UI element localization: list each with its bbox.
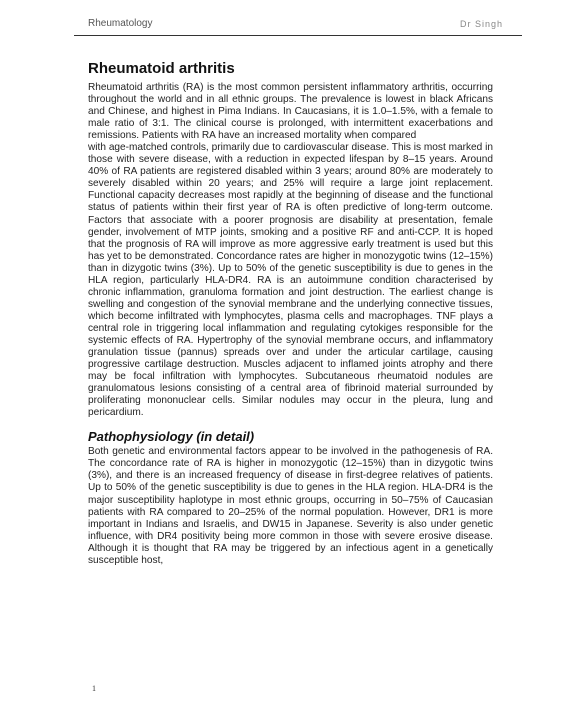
- intro-paragraph: Rheumatoid arthritis (RA) is the most common persistent inflammatory arthritis, occurring throughout the world and in all ethnic groups. The prevalence is lowest in black Africans and Chinese, and highest in Pima Indians. In Caucasians, it is 1.0–1.5%, with a female to male ratio of 3:1. The clinical course is prolonged, with intermittent exacerbations and remissions. Patients with RA have an increased mortality when compared: [88, 82, 493, 142]
- section-title-pathophysiology: Pathophysiology (in detail): [88, 429, 255, 445]
- body-paragraph: with age-matched controls, primarily due to cardiovascular disease. This is most marked in those with severe disease, with a reduction in expected lifespan by 8–15 years. Around 40% of RA patients are registered disabled within 3 years; around 80% are moderately to severely disabled within 20 years; and 25% will require a large joint replacement. Functional capacity decreases most rapidly at the beginning of disease and the functional status of patients within their first year of RA is often predictive of long-term outcome. Factors that associate with a poorer prognosis are disability at presentation, female gender, involvement of MTP joints, smoking and a positive RF and anti-CCP. It is hoped that the prognosis of RA will improve as more aggressive early treatment is used but this has yet to be demonstrated. Concordance rates are higher in monozygotic twins (12–15%) than in dizygotic twins (3%). Up to 50% of the genetic susceptibility is due to genes in the HLA region, particularly HLA-DR4. RA is an autoimmune condition characterised by chronic inflammation, granuloma formation and joint destruction. The earliest change is swelling and congestion of the synovial membrane and the underlying connective tissues, which become infiltrated with lymphocytes, plasma cells and macrophages. TNF plays a central role in triggering local inflammation and regulating cytokiges responsible for the systemic effects of RA. Hypertrophy of the synovial membrane occurs, and inflammatory granulation tissue (pannus) spreads over and under the articular cartilage, causing progressive cartilage destruction. Muscles adjacent to inflamed joints atrophy and there may be focal infiltration with lymphocytes. Subcutaneous rheumatoid nodules are granulomatous lesions consisting of a central area of fibrinoid material surrounded by proliferating mononuclear cells. Similar nodules may occur in the pleura, lung and pericardium.: [88, 142, 493, 419]
- running-header-author: Dr Singh: [459, 19, 503, 29]
- section-title-rheumatoid-arthritis: Rheumatoid arthritis: [88, 60, 235, 77]
- document-body: [88, 60, 493, 567]
- header-divider: [74, 35, 522, 36]
- page-number: 1: [92, 684, 96, 693]
- pathophysiology-paragraph: Both genetic and environmental factors appear to be involved in the pathogenesis of RA. The concordance rate of RA is higher in monozygotic (12–15%) than in dizygotic twins (3%), and there is an increased frequency of disease in first-degree relatives of patients. Up to 50% of the genetic susceptibility is due to genes in the HLA region. HLA-DR4 is the major susceptibility haplotype in most ethnic groups, occurring in 50–75% of Caucasian patients with RA compared to 20–25% of the normal population. However, DR1 is more important in Indians and Israelis, and DW15 in Japanese. Severity is also under genetic influence, with DR4 positivity being more common in those with severe erosive disease. Although it is thought that RA may be triggered by an infectious agent in a genetically susceptible host,: [88, 446, 493, 566]
- running-header-title: Rheumatology: [88, 18, 153, 29]
- running-header: [88, 18, 503, 32]
